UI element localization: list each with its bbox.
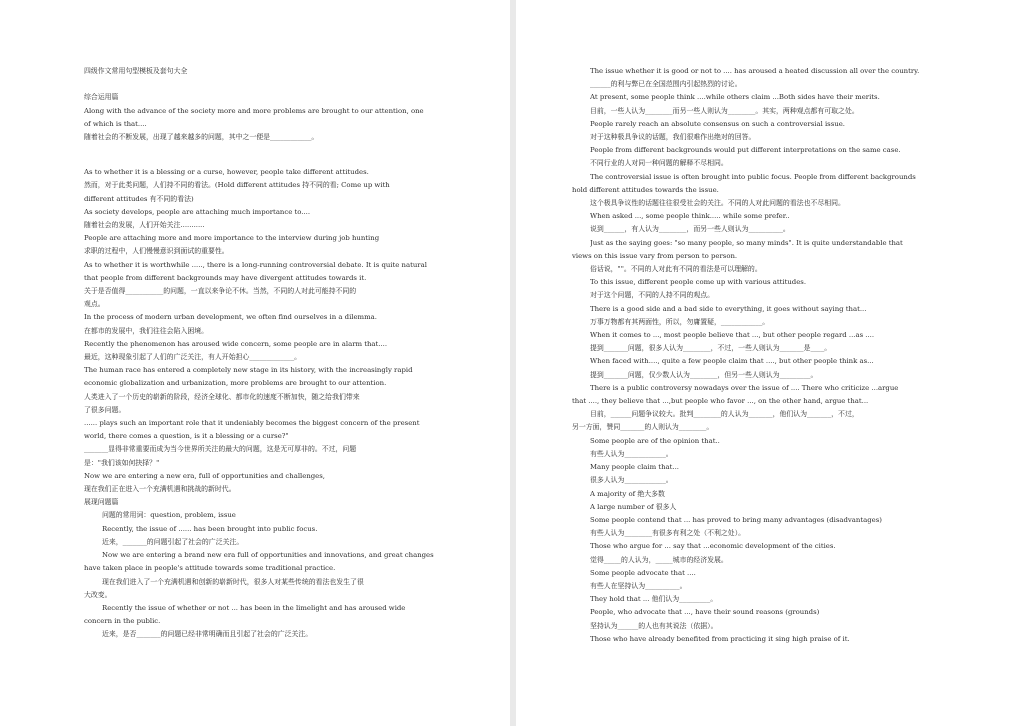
text-line: ______的利与弊已在全国范围内引起热烈的讨论。 bbox=[590, 80, 742, 89]
text-line: 求职的过程中，人们慢慢意识到面试的重要性。 bbox=[84, 247, 229, 256]
text-line: 俗话说，""。不同的人对此有不同的看法是可以理解的。 bbox=[590, 265, 762, 274]
text-line: The controversial issue is often brought into public focus. People from different backgrounds bbox=[590, 172, 916, 181]
text-line: 坚持认为______的人也有其说法（依据）。 bbox=[590, 621, 718, 630]
page-text bbox=[84, 65, 450, 642]
text-line: People are attaching more and more importance to the interview during job hunting bbox=[84, 234, 380, 243]
text-line: 很多人认为____________。 bbox=[590, 476, 673, 485]
text-line: Just as the saying goes: "so many people, so many minds". It is quite understandable that bbox=[590, 238, 903, 247]
text-line: People rarely reach an absolute consensus on such a controversial issue. bbox=[590, 119, 845, 128]
text-line: 有些人认为____________。 bbox=[590, 449, 673, 458]
text-line: There is a public controversy nowadays over the issue of .... There who criticize ...argue bbox=[590, 383, 899, 392]
text-line: 有些人在坚持认为__________。 bbox=[590, 581, 687, 590]
text-line: _______显得非常重要而成为当今世界所关注的最大的问题，这是无可厚非的。不过，问题 bbox=[84, 445, 357, 454]
text-line: 然而，对于此类问题，人们持不同的看法。(Hold different attitudes 持不同的看; Come up with bbox=[84, 181, 390, 190]
text-line: The issue whether it is good or not to .... has aroused a heated discussion all over the country. bbox=[590, 67, 920, 75]
text-line: People from different backgrounds would put different interpretations on the same case. bbox=[590, 146, 901, 155]
text-line: of which is that.... bbox=[84, 119, 147, 128]
text-line: world, there comes a question, is it a blessing or a curse?" bbox=[84, 432, 289, 441]
text-line: 在都市的发展中，我们往往会陷入困境。 bbox=[84, 326, 209, 335]
text-line: 近来，_______的问题引起了社会的广泛关注。 bbox=[102, 537, 244, 546]
text-line: 大改变。 bbox=[84, 590, 112, 599]
text-line: 问题的常用词：question, problem, issue bbox=[102, 511, 236, 520]
text-line: 另一方面，赞同_______的人则认为________。 bbox=[572, 423, 714, 432]
text-line: 展现问题篇 bbox=[84, 498, 119, 507]
text-line: As society develops, people are attaching much importance to.... bbox=[84, 207, 311, 216]
text-line: 综合运用篇 bbox=[84, 93, 119, 102]
text-line: When it comes to ..., most people believe that ..., but other people regard ...as .... bbox=[590, 331, 875, 340]
text-line: 目前，一些人认为________而另一些人则认为________。其实，两种观点都有可取之处。 bbox=[590, 106, 859, 115]
text-line: 观点。 bbox=[84, 300, 105, 309]
text-line: At present, some people think ....while others claim ...Both sides have their merits. bbox=[590, 93, 880, 102]
text-line: ...... plays such an important role that it undeniably becomes the biggest concern of the present bbox=[84, 419, 420, 428]
document-page-right bbox=[516, 0, 1024, 726]
text-line: Along with the advance of the society more and more problems are brought to our attention, one bbox=[84, 106, 424, 115]
text-line: views on this issue vary from person to person. bbox=[572, 251, 738, 260]
text-line: Those who have already benefited from practicing it sing high praise of it. bbox=[590, 634, 850, 643]
text-line: Now we are entering a new era, full of opportunities and challenges, bbox=[84, 471, 325, 480]
text-line: 了很多问题。 bbox=[84, 405, 126, 414]
text-line: that ...., they believe that ...,but people who favor ..., on the other hand, argue that... bbox=[572, 397, 869, 406]
text-line: They hold that ... 他们认为_________。 bbox=[590, 595, 718, 604]
text-line: Now we are entering a brand new era full of opportunities and innovations, and great changes bbox=[102, 551, 434, 560]
text-line: 最近，这种现象引起了人们的广泛关注，有人开始担心_____________。 bbox=[84, 353, 302, 362]
text-line: 提到_______问题，很多人认为________，不过，一些人则认为_______是____。 bbox=[590, 344, 832, 353]
text-line: 提到_______问题，仅少数人认为________，但另一些人则认为_________。 bbox=[590, 370, 818, 379]
text-line: Recently, the issue of ...... has been brought into public focus. bbox=[102, 524, 318, 533]
text-line: In the process of modern urban development, we often find ourselves in a dilemma. bbox=[84, 313, 377, 322]
text-line: Recently the issue of whether or not ... has been in the limelight and has aroused wide bbox=[102, 603, 406, 612]
text-line: 关于是否值得___________的问题，一直以来争论不休。当然，不同的人对此可能持不同的 bbox=[84, 287, 357, 296]
text-line: 近来，是否_______的问题已经非常明确而且引起了社会的广泛关注。 bbox=[102, 630, 313, 639]
text-line: different attitudes 有不同的看法) bbox=[84, 194, 194, 203]
text-line: concern in the public. bbox=[84, 617, 161, 626]
text-line: 万事万物都有其两面性，所以，勿庸置疑，____________。 bbox=[590, 317, 770, 326]
text-line: 目前，______问题争议较大。批判________的人认为_______，他们认为_______，不过， bbox=[590, 410, 859, 419]
text-line: 对于这个问题，不同的人持不同的观点。 bbox=[590, 291, 715, 300]
text-line: 说到______，有人认为________，而另一些人则认为__________。 bbox=[590, 225, 790, 234]
text-line: 人类进入了一个历史的崭新的阶段，经济全球化、都市化的速度不断加快，随之给我们带来 bbox=[84, 392, 360, 401]
text-line: Some people advocate that .... bbox=[590, 568, 696, 577]
text-line: A majority of 绝大多数 bbox=[590, 489, 665, 498]
text-line: Some people contend that ... has proved to bring many advantages (disadvantages) bbox=[590, 515, 882, 524]
text-line: have taken place in people's attitude towards some traditional practice. bbox=[84, 564, 336, 573]
text-line: 随着社会的发展，人们开始关注........... bbox=[84, 221, 205, 230]
text-line: To this issue, different people come up with various attitudes. bbox=[590, 278, 807, 287]
text-line: The human race has entered a completely new stage in its history, with the increasingly rapid bbox=[84, 366, 413, 375]
text-line: 现在我们正在进入一个充满机遇和挑战的新时代。 bbox=[84, 485, 236, 494]
text-line: Recently the phenomenon has aroused wide concern, some people are in alarm that.... bbox=[84, 339, 388, 348]
page-text bbox=[572, 65, 972, 646]
document-page-left bbox=[0, 0, 510, 726]
text-line: Those who argue for ... say that ...economic development of the cities. bbox=[590, 542, 836, 551]
text-line: hold different attitudes towards the issue. bbox=[572, 185, 719, 194]
text-line: 随着社会的不断发展，出现了越来越多的问题，其中之一便是____________。 bbox=[84, 133, 319, 141]
text-line: economic globalization and urbanization, more problems are brought to our attention. bbox=[84, 379, 387, 388]
text-line: 现在我们进入了一个充满机遇和创新的崭新时代，很多人对某些传统的看法也发生了很 bbox=[102, 577, 364, 586]
text-line: 这个极具争议性的话题往往很受社会的关注。不同的人对此问题的看法也不尽相同。 bbox=[590, 199, 845, 208]
text-line: 四级作文常用句型模板及套句大全 bbox=[84, 67, 188, 75]
text-line: 对于这种极具争议的话题，我们很难作出绝对的回答。 bbox=[590, 133, 756, 142]
text-line: When faced with...., quite a few people claim that ...., but other people think as... bbox=[590, 357, 874, 366]
text-line: As to whether it is a blessing or a curse, however, people take different attitudes. bbox=[84, 168, 369, 177]
text-line: 不同行业的人对同一种问题的解释不尽相同。 bbox=[590, 159, 728, 168]
text-line: Many people claim that... bbox=[590, 463, 679, 472]
text-line: When asked ..., some people think..... while some prefer.. bbox=[590, 212, 790, 221]
text-line: that people from different backgrounds may have divergent attitudes towards it. bbox=[84, 273, 367, 282]
text-line: People, who advocate that ..., have their sound reasons (grounds) bbox=[590, 608, 820, 617]
text-line: 觉得_____的人认为，_____城市的经济发展。 bbox=[590, 555, 728, 564]
text-line: There is a good side and a bad side to everything, it goes without saying that... bbox=[590, 304, 867, 313]
text-line: 有些人认为________有很多有利之处（不利之处）。 bbox=[590, 529, 746, 538]
text-line: Some people are of the opinion that.. bbox=[590, 436, 720, 445]
text-line: As to whether it is worthwhile ....., there is a long-running controversial debate. It is quite natural bbox=[84, 260, 427, 269]
text-line: 是："我们该如何抉择？" bbox=[84, 458, 160, 467]
text-line: A large number of 很多人 bbox=[590, 502, 677, 511]
